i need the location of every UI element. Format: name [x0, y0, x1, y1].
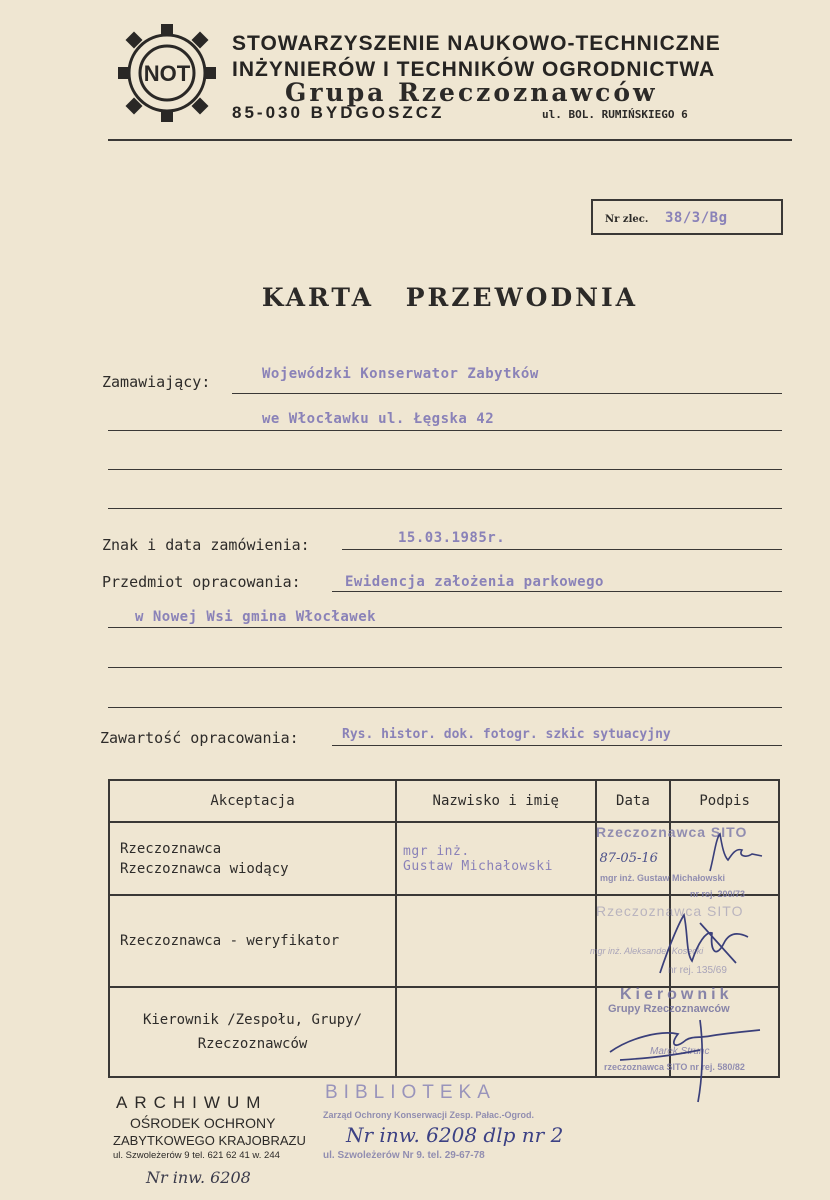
zamawiajacy-label: Zamawiający:: [102, 373, 211, 391]
row2-role: Rzeczoznawca - weryfikator: [109, 895, 396, 987]
archive-stamp-line2: OŚRODEK OCHRONY: [130, 1115, 276, 1131]
order-number-value: 38/3/Bg: [665, 210, 728, 226]
document-title: KARTA PRZEWODNIA: [261, 283, 639, 312]
zawartosc-rule: [332, 745, 782, 746]
przedmiot-line1: Ewidencja założenia parkowego: [345, 574, 604, 590]
stamp2-line2: mgr inż. Aleksander Kosecki: [590, 946, 704, 956]
org-name-line1: STOWARZYSZENIE NAUKOWO-TECHNICZNE: [232, 32, 721, 55]
order-number-box: [591, 199, 783, 235]
signature-row3: [600, 1010, 780, 1105]
gear-icon: [112, 18, 222, 128]
not-logo: [112, 18, 222, 128]
header-nazwisko: Nazwisko i imię: [396, 780, 595, 822]
svg-text:NOT: NOT: [143, 61, 191, 86]
row2-name: [396, 895, 595, 987]
zamawiajacy-rule3: [108, 469, 782, 470]
archive-stamp-line1: ARCHIWUM: [116, 1093, 268, 1112]
library-stamp-line3: ul. Szwoleżerów Nr 9. tel. 29-67-78: [323, 1150, 485, 1161]
row1-role-line1: Rzeczoznawca: [120, 840, 222, 857]
org-name-line2: INŻYNIERÓW I TECHNIKÓW OGRODNICTWA: [232, 58, 716, 81]
znak-label: Znak i data zamówienia:: [102, 536, 310, 554]
row1-name: [396, 822, 595, 895]
header-divider: [108, 139, 792, 141]
org-group-name: Grupa Rzeczoznawców: [285, 78, 658, 107]
library-stamp-line2: Zarząd Ochrony Konserwacji Zesp. Pałac.-Ogrod.: [323, 1110, 535, 1120]
library-stamp-line1: BIBLIOTEKA: [325, 1082, 496, 1103]
header-data: Data: [596, 780, 671, 822]
archive-stamp-line4: ul. Szwoleżerów 9 tel. 621 62 41 w. 244: [113, 1150, 280, 1161]
stamp1-line1: Rzeczoznawca SITO: [596, 824, 748, 840]
zamawiajacy-line2: we Włocławku ul. Łęgska 42: [262, 411, 495, 427]
stamp3-line1: Kierownik: [620, 986, 733, 1003]
header-podpis: Podpis: [670, 780, 779, 822]
przedmiot-line2: w Nowej Wsi gmina Włocławek: [135, 609, 377, 625]
stamp3-line2: Grupy Rzeczoznawców: [608, 1003, 730, 1015]
row1-role: [109, 822, 396, 895]
zawartosc-value: Rys. histor. dok. fotogr. szkic sytuacyjny: [342, 727, 671, 742]
library-inventory-handwritten: Nr inw. 6208 dlp nr 2: [346, 1123, 564, 1147]
przedmiot-rule2: [108, 627, 782, 628]
zamawiajacy-rule2: [108, 430, 782, 431]
archive-stamp-line3: ZABYTKOWEGO KRAJOBRAZU: [113, 1133, 306, 1148]
signature-row1: [680, 826, 780, 881]
przedmiot-label: Przedmiot opracowania:: [102, 573, 301, 591]
stamp3-line3: Marek Strunc: [650, 1046, 710, 1057]
zamawiajacy-line1: Wojewódzki Konserwator Zabytków: [262, 366, 539, 382]
signature-row2: [640, 903, 780, 983]
row3-role-line2: Rzeczoznawców: [197, 1036, 308, 1052]
zamawiajacy-rule1: [232, 393, 782, 394]
row3-role-line1: Kierownik /Zespołu, Grupy/: [142, 1012, 363, 1028]
przedmiot-rule3: [108, 667, 782, 668]
znak-rule: [342, 549, 782, 550]
org-street: ul. BOL. RUMIŃSKIEGO 6: [542, 108, 688, 121]
stamp2-line1: Rzeczoznawca SITO: [596, 903, 744, 919]
table-header-row: [109, 780, 779, 822]
zamawiajacy-rule4: [108, 508, 782, 509]
zawartosc-label: Zawartość opracowania:: [100, 729, 299, 747]
row1-date: 87-05-16: [599, 851, 658, 866]
stamp2-line3: nr rej. 135/69: [668, 965, 727, 976]
row3-role: [109, 987, 396, 1077]
row3-name: [396, 987, 595, 1077]
stamp1-line3: nr rej. 200/73: [690, 889, 746, 899]
order-number-label: Nr zlec.: [605, 214, 649, 225]
header-akceptacja: Akceptacja: [109, 780, 396, 822]
org-postal: 85-030 BYDGOSZCZ: [232, 103, 445, 122]
stamp1-line2: mgr inż. Gustaw Michałowski: [600, 873, 726, 883]
stamp3-line4: rzeczoznawca SITO nr rej. 580/82: [604, 1062, 745, 1072]
inventory-number-handwritten: Nr inw. 6208: [146, 1168, 251, 1187]
przedmiot-rule4: [108, 707, 782, 708]
znak-value: 15.03.1985r.: [398, 530, 506, 546]
row1-role-line2: Rzeczoznawca wiodący: [120, 860, 289, 877]
row1-name-line1: mgr inż.: [403, 843, 470, 859]
row1-name-line2: Gustaw Michałowski: [403, 858, 553, 874]
przedmiot-rule1: [332, 591, 782, 592]
